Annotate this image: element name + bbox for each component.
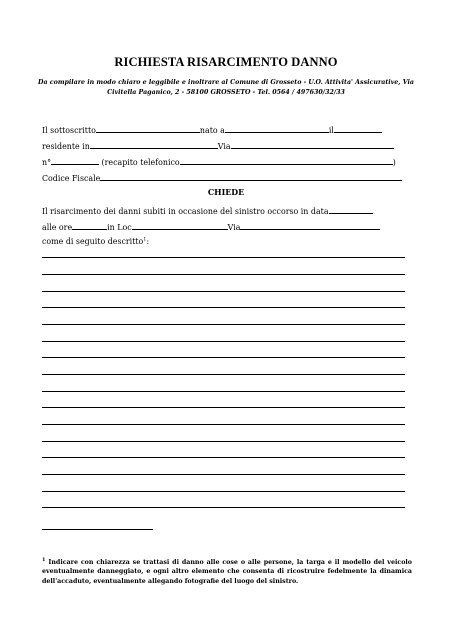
description-line[interactable] [42,374,405,375]
recapito-label: (recapito telefonico [101,158,180,167]
row-sottoscritto [42,124,412,136]
il-label: il [328,126,334,135]
footnote [42,558,412,586]
description-line[interactable] [42,291,405,292]
residente-label: residente in [42,142,90,151]
numero-field[interactable] [51,156,99,165]
loc-field[interactable] [132,221,228,230]
via-label: Via [217,142,231,151]
footnote-separator [42,529,153,530]
description-line[interactable] [42,507,405,508]
via2-field[interactable] [240,221,380,230]
ore-field[interactable] [72,221,107,230]
colon: : [146,237,150,246]
data-field[interactable] [329,205,373,214]
sottoscritto-label: Il sottoscritto [42,126,96,135]
chiede-heading: CHIEDE [207,188,245,197]
page-title: RICHIESTA RISARCIMENTO DANNO [114,55,338,69]
row-alle-ore [42,221,412,233]
description-line[interactable] [42,407,405,408]
numero-label: n° [42,158,52,167]
footnote-text: Indicare con chiarezza se trattasi di danno alle cose o alle persone, la targa e il modello del veicolo eventualmente danneggiato, e ogni altro elemento che consenta di ricostruire fedelmente la dinamica dell'accaduto, eventualmente allegando fotografie del luogo del sinistro. [42,559,412,585]
row-codice-fiscale [42,172,412,184]
description-line[interactable] [42,441,405,442]
alle-ore-label: alle ore [42,223,73,232]
description-line[interactable] [42,474,405,475]
description-line[interactable] [42,391,405,392]
sottoscritto-field[interactable] [96,124,200,133]
in-loc-label: in Loc [107,223,132,232]
nato-label: nato a [199,126,225,135]
codice-fiscale-field[interactable] [100,172,402,181]
residente-field[interactable] [90,140,218,149]
description-line[interactable] [42,457,405,458]
row-residente [42,140,412,152]
description-line[interactable] [42,257,405,258]
description-line[interactable] [42,274,405,275]
nato-field[interactable] [225,124,329,133]
description-line[interactable] [42,341,405,342]
description-line[interactable] [42,357,405,358]
via2-label: Via [227,223,241,232]
descritto-text: come di seguito descritto [42,237,144,246]
description-line[interactable] [42,491,405,492]
description-line[interactable] [42,324,405,325]
via-field[interactable] [231,140,394,149]
footnote-marker: 1 [42,556,46,563]
form-instructions: Da compilare in modo chiaro e leggibile e inoltrare al Comune di Grosseto - U.O. Attivita' Assicurative, Via Civitella Paganico, 2 - 58100 GROSSETO - Tel. 0564 / 497630/32/33 [38,79,414,96]
il-field[interactable] [334,124,382,133]
recapito-close: ) [392,158,396,167]
description-line[interactable] [42,424,405,425]
row-numero [42,156,412,168]
row-risarcimento [42,205,412,217]
description-line[interactable] [42,307,405,308]
footnote-ref: 1 [143,237,147,243]
row-descrizione [42,237,412,247]
recapito-field[interactable] [180,156,393,165]
risarcimento-text: Il risarcimento dei danni subiti in occasione del sinistro occorso in data [42,207,329,216]
codice-fiscale-label: Codice Fiscale [42,174,101,183]
